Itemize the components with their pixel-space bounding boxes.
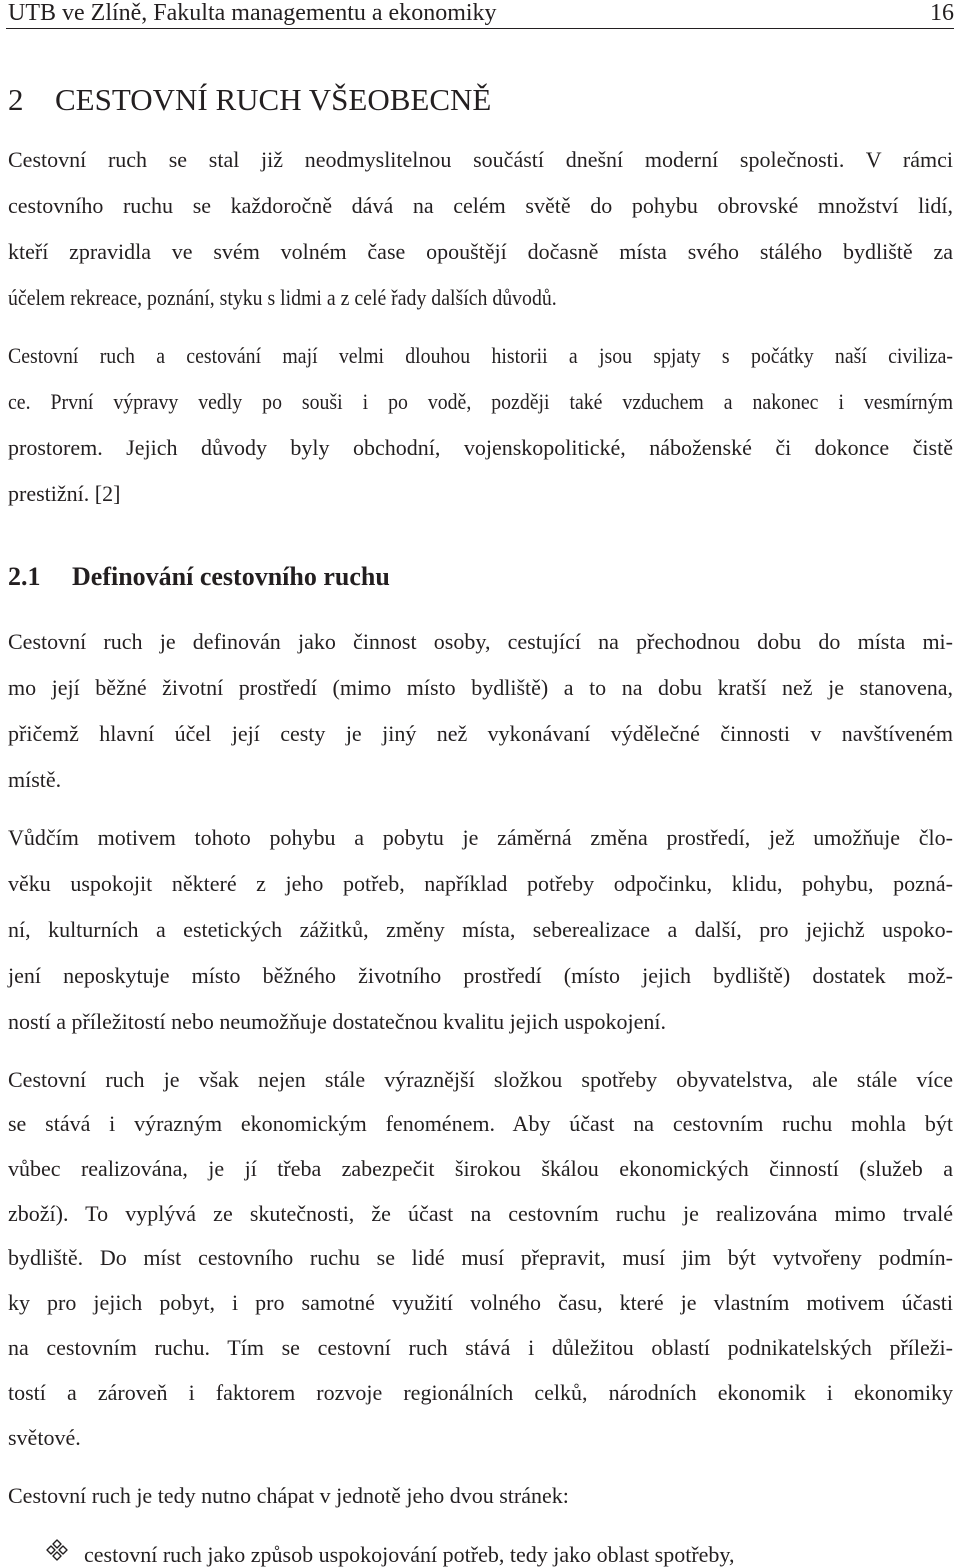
four-diamond-bullet-icon — [46, 1539, 68, 1561]
chapter-number: 2 — [8, 82, 24, 117]
section-number: 2.1 — [8, 562, 41, 591]
paragraph-line: Cestovní ruch je tedy nutno chápat v jednotě jeho dvou stránek: — [8, 1483, 569, 1508]
paragraph-line: účelem rekreace, poznání, styku s lidmi a z celé řady dalších důvodů. — [8, 285, 557, 310]
paragraph-line: Cestovní ruch je však nejen stále výraznější složkou spotřeby obyvatelstva, ale stále více — [8, 1067, 953, 1092]
page-header — [6, 0, 954, 29]
section-heading — [8, 564, 390, 590]
chapter-title: CESTOVNÍ RUCH VŠEOBECNĚ — [55, 82, 492, 117]
paragraph-line: věku uspokojit některé z jeho potřeb, například potřeby odpočinku, klidu, pohybu, pozná- — [8, 871, 953, 896]
paragraph-line: vůbec realizována, je jí třeba zabezpečit širokou škálou ekonomických činností (služeb a — [8, 1156, 953, 1181]
paragraph-line: tostí a zároveň i faktorem rozvoje regionálních celků, národních ekonomik i ekonomiky — [8, 1380, 953, 1405]
paragraph-line: místě. — [8, 767, 62, 792]
paragraph-line: bydliště. Do míst cestovního ruchu se lidé musí přepravit, musí jim být vytvořeny podmín- — [8, 1245, 953, 1270]
bullet-item-text: cestovní ruch jako způsob uspokojování potřeb, tedy jako oblast spotřeby, — [84, 1542, 735, 1567]
paragraph-line: ní, kulturních a estetických zážitků, změny místa, seberealizace a další, pro jejichž uspoko- — [8, 917, 953, 942]
paragraph-line: prestižní. [2] — [8, 481, 121, 506]
paragraph-line: jení neposkytuje místo běžného životního prostředí (místo jejich bydliště) dostatek mož- — [8, 963, 953, 988]
paragraph-line: Cestovní ruch se stal již neodmyslitelnou součástí dnešní moderní společnosti. V rámci — [8, 147, 953, 172]
paragraph-line: přičemž hlavní účel její cesty je jiný než vykonávaní výdělečné činnosti v navštíveném — [8, 721, 953, 746]
paragraph-line: ností a příležitostí nebo neumožňuje dostatečnou kvalitu jejich uspokojení. — [8, 1009, 667, 1034]
paragraph-line: světové. — [8, 1425, 81, 1450]
page-number: 16 — [930, 0, 954, 26]
paragraph-line: Vůdčím motivem tohoto pohybu a pobytu je záměrná změna prostředí, jež umožňuje člo- — [8, 825, 953, 850]
chapter-heading — [8, 84, 491, 115]
paragraph-line: cestovního ruchu se každoročně dává na celém světě do pohybu obrovské množství lidí, — [8, 193, 953, 218]
paragraph-line: na cestovním ruchu. Tím se cestovní ruch stává i důležitou oblastí podnikatelských příleži- — [8, 1335, 953, 1360]
header-title: UTB ve Zlíně, Fakulta managementu a ekonomiky — [8, 0, 497, 26]
paragraph-line: zboží). To vyplývá ze skutečnosti, že účast na cestovním ruchu je realizována mimo trvalé — [8, 1201, 953, 1226]
paragraph-line: se stává i výrazným ekonomickým fenoménem. Aby účast na cestovním ruchu mohla být — [8, 1111, 953, 1136]
paragraph-line: mo její běžné životní prostředí (mimo místo bydliště) a to na dobu kratší než je stanovena, — [8, 675, 953, 700]
paragraph-line: Cestovní ruch je definován jako činnost osoby, cestující na přechodnou dobu do místa mi- — [8, 629, 953, 654]
section-title: Definování cestovního ruchu — [72, 562, 390, 591]
paragraph-line: Cestovní ruch a cestování mají velmi dlouhou historii a jsou spjaty s počátky naší civiliza- — [8, 343, 953, 368]
paragraph-line: kteří zpravidla ve svém volném čase opouštějí dočasně místa svého stálého bydliště za — [8, 239, 953, 264]
paragraph-line: ky pro jejich pobyt, i pro samotné využití volného času, které je vlastním motivem účasti — [8, 1290, 953, 1315]
paragraph-line: prostorem. Jejich důvody byly obchodní, vojenskopolitické, náboženské či dokonce čistě — [8, 435, 953, 460]
paragraph-line: ce. První výpravy vedly po souši i po vodě, později také vzduchem a nakonec i vesmírným — [8, 389, 953, 414]
